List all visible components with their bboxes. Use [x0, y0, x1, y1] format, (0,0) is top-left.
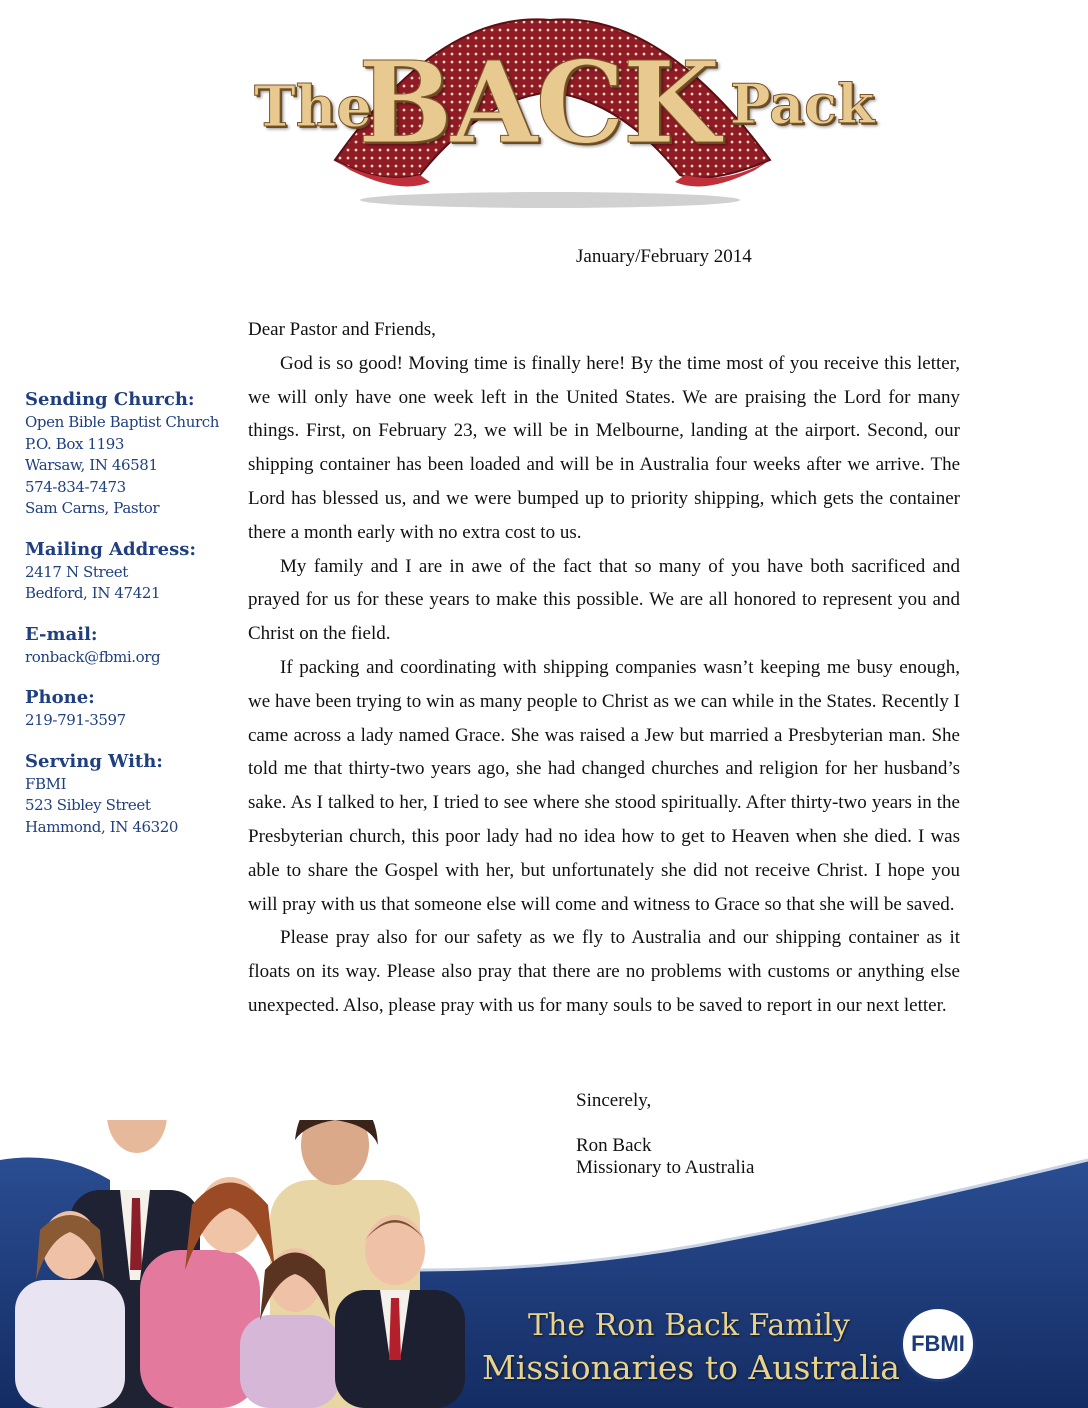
contact-sidebar [25, 388, 235, 856]
sidebar-line: Bedford, IN 47421 [25, 584, 161, 602]
family-photo [0, 1120, 480, 1408]
masthead-pack: Pack [730, 72, 875, 136]
salutation: Dear Pastor and Friends, [248, 319, 436, 340]
mailing-address-block [25, 538, 235, 605]
phone-block [25, 686, 235, 732]
sidebar-line: P.O. Box 1193 [25, 434, 125, 453]
sidebar-line: 523 Sibley Street [25, 796, 151, 814]
sidebar-line: Hammond, IN 46320 [25, 817, 179, 836]
serving-with-block [25, 750, 235, 839]
masthead-logo [240, 10, 875, 210]
letter-paragraph: God is so good! Moving time is finally here! By the time most of you receive this letter, we will only have one week left in the United States. We are praising the Lord for many things. First, on February 23, we will be in Melbourne, landing at the airport. Second, our shipping container has been loaded and will be in Australia four weeks after we arrive. The Lord has blessed us, and we were bumped up to priority shipping, which gets the container there a month early with no extra cost to us. [248, 352, 960, 543]
serving-with-heading: Serving With: [25, 750, 163, 772]
masthead-back: BACK [358, 38, 719, 169]
sidebar-line: 574-834-7473 [25, 477, 126, 496]
mailing-address-heading: Mailing Address: [25, 538, 197, 560]
sending-church-heading: Sending Church: [25, 389, 195, 410]
email-block [25, 623, 235, 669]
fbmi-logo: FBMI [900, 1306, 976, 1382]
letter-paragraph: My family and I are in awe of the fact that so many of you have both sacrificed and prayed for us for these years to make this possible. We are all honored to represent you and Christ on the field. [248, 555, 960, 645]
masthead-the: The [254, 74, 373, 140]
phone-number: 219-791-3597 [25, 711, 126, 729]
sidebar-line: 2417 N Street [25, 562, 128, 581]
phone-heading: Phone: [25, 687, 95, 708]
sending-church-block [25, 388, 235, 520]
footer-banner [0, 1120, 1088, 1408]
signature-name: Ron Back [576, 1134, 652, 1156]
closing-sincerely: Sincerely, [576, 1090, 652, 1111]
footer-missionaries: Missionaries to Australia [482, 1348, 900, 1387]
sidebar-line: Warsaw, IN 46581 [25, 456, 158, 474]
letter-paragraph: Please pray also for our safety as we fly to Australia and our shipping container as it floats on its way. Please also pray that there are no problems with customs or anything else unexpected. Also, please pray with us for many souls to be saved to report in our next letter. [248, 927, 960, 1016]
sidebar-line: FBMI [25, 774, 67, 793]
email-address: ronback@fbmi.org [25, 647, 161, 666]
sidebar-line: Sam Carns, Pastor [25, 499, 160, 517]
letter-body [248, 313, 960, 1023]
sidebar-line: Open Bible Baptist Church [25, 413, 219, 431]
letter-date: January/February 2014 [576, 246, 752, 267]
signature-title: Missionary to Australia [576, 1157, 755, 1178]
letter-closing [576, 1090, 754, 1180]
letter-paragraph: If packing and coordinating with shipping companies wasn’t keeping me busy enough, we have been trying to win as many people to Christ as we can while in the States. Recently I came across a lady named Grace. She was raised a Jew but married a Presbyterian man. She told me that thirty-two years ago, she had changed churches and religion for her husband’s sake. As I talked to her, I tried to see where she stood spiritually. After thirty-two years in the Presbyterian church, this poor lady had no idea how to get to Heaven when she died. I was able to share the Gospel with her, but unfortunately she did not receive Christ. I hope you will pray with us that someone else will come and witness to Grace so that she will be saved. [248, 656, 960, 915]
footer-family-name: The Ron Back Family [528, 1308, 850, 1343]
email-heading: E-mail: [25, 623, 98, 645]
